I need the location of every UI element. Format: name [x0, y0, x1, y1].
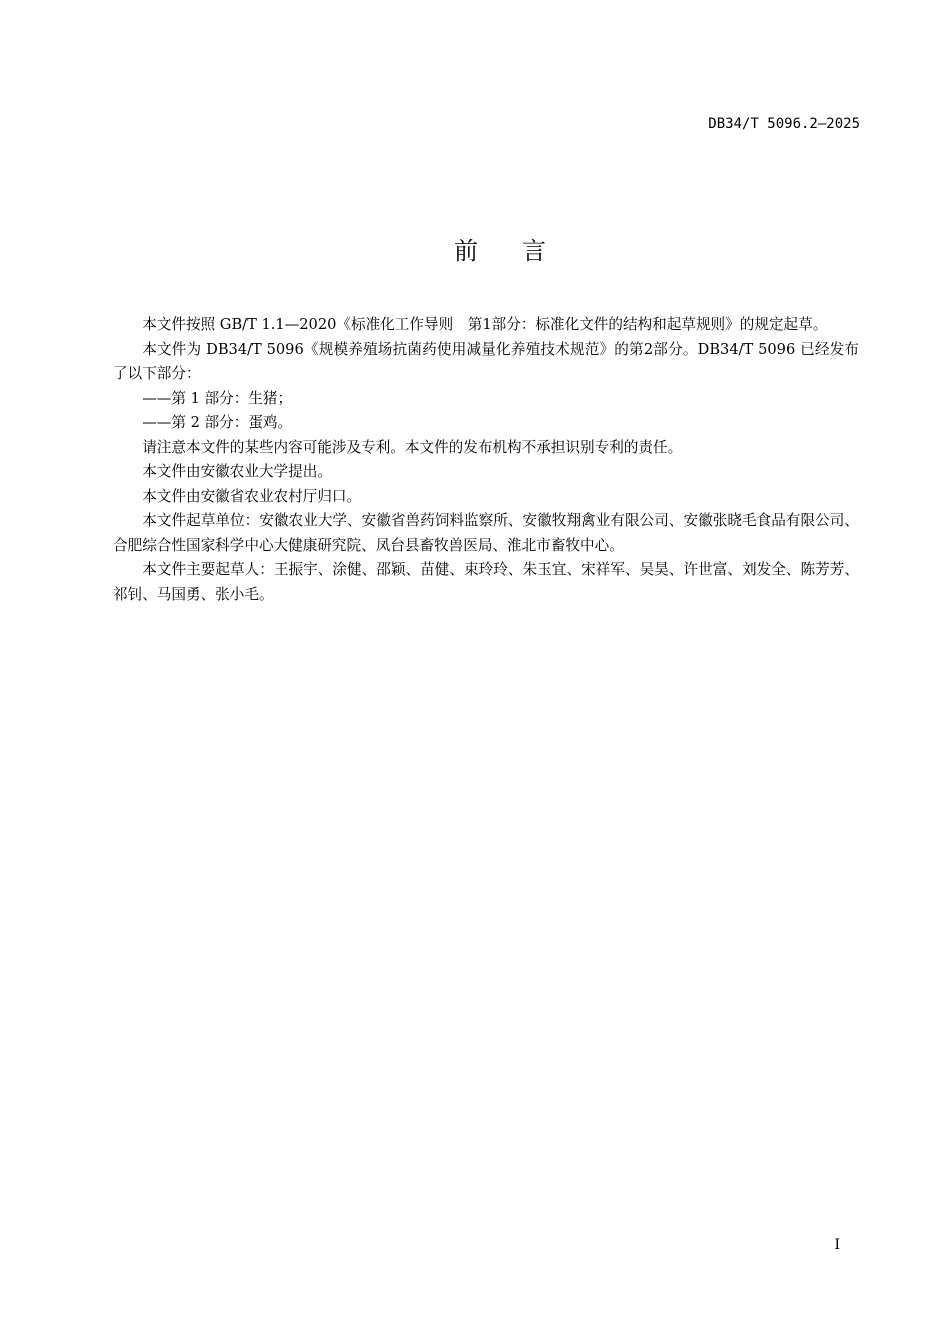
paragraph-drafters: 本文件主要起草人：王振宇、涂健、邵颖、苗健、束玲玲、朱玉宜、宋祥军、吴昊、许世富、刘发全、陈芳芳、祁钊、马国勇、张小毛。	[113, 561, 859, 603]
paragraph-proposer: 本文件由安徽农业大学提出。	[142, 463, 332, 480]
page-number: I	[834, 1237, 840, 1253]
paragraph-series-intro: 本文件为 DB34/T 5096《规模养殖场抗菌药使用减量化养殖技术规范》的第2部分。DB34/T 5096 已经发布了以下部分：	[113, 340, 859, 382]
paragraph-responsible-unit: 本文件由安徽省农业农村厅归口。	[142, 487, 362, 505]
paragraph-patent-notice: 请注意本文件的某些内容可能涉及专利。本文件的发布机构不承担识别专利的责任。	[142, 438, 683, 456]
preface-body	[113, 313, 859, 607]
document-code: DB34/T 5096.2—2025	[708, 116, 860, 132]
paragraph-part-1: ——第 1 部分：生猪；	[142, 389, 293, 407]
paragraph-drafting-units: 本文件起草单位：安徽农业大学、安徽省兽药饲料监察所、安徽牧翔禽业有限公司、安徽张晓毛食品有限公司、合肥综合性国家科学中心大健康研究院、凤台县畜牧兽医局、淮北市畜牧中心。	[113, 512, 859, 554]
paragraph-part-2: ——第 2 部分：蛋鸡。	[142, 414, 293, 431]
paragraph-drafting-rules: 本文件按照 GB/T 1.1—2020《标准化工作导则 第1部分：标准化文件的结构和起草规则》的规定起草。	[142, 316, 828, 333]
page-title: 前言	[454, 237, 590, 265]
